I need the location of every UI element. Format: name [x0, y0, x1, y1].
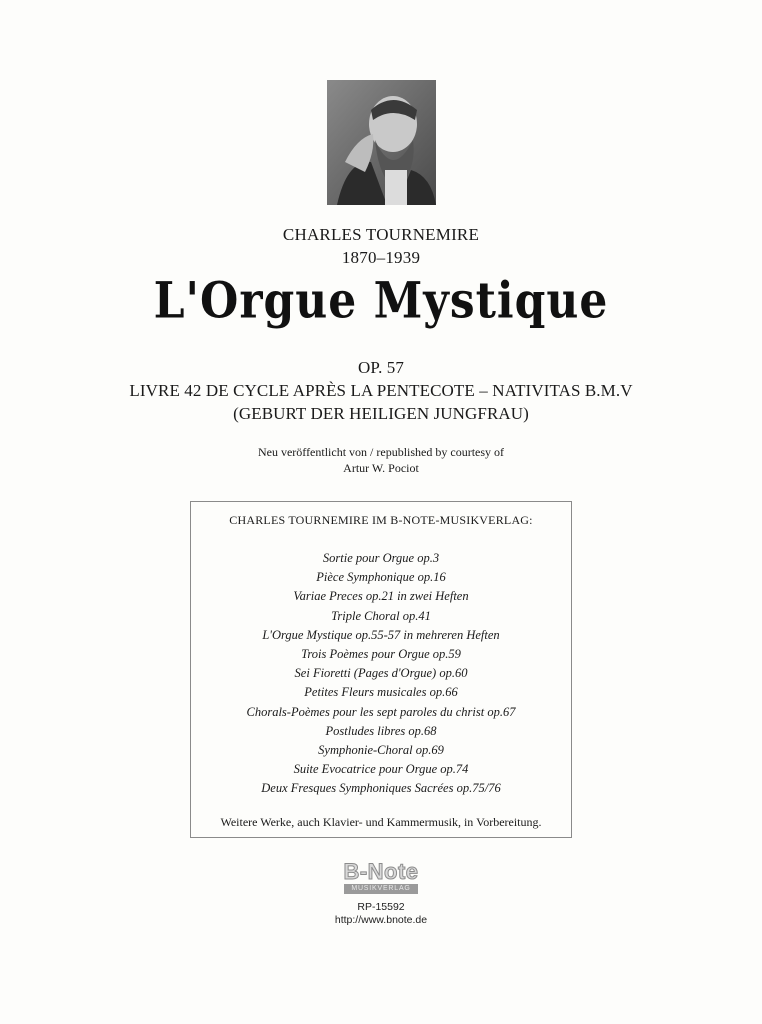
list-item: Sortie pour Orgue op.3: [322, 551, 440, 565]
publication-code: RP-15592: [357, 901, 405, 913]
logo-subtext: MUSIKVERLAG: [344, 884, 418, 894]
portrait-photo-icon: [327, 80, 436, 205]
composer-portrait: [327, 80, 436, 205]
subtitle-line: (GEBURT DER HEILIGEN JUNGFRAU): [233, 404, 529, 423]
publisher-url: http://www.bnote.de: [334, 914, 428, 926]
list-item: Pièce Symphonique op.16: [316, 570, 446, 585]
list-item: Petites Fleurs musicales op.66: [304, 685, 458, 700]
catalog-footer: Weitere Werke, auch Klavier- und Kammermusik, in Vorbereitung.: [220, 815, 542, 829]
catalog-box: [190, 501, 572, 838]
list-item: Suite Evocatrice pour Orgue op.74: [293, 762, 469, 777]
works-list: [191, 549, 571, 798]
list-item: L'Orgue Mystique op.55-57 in mehreren Heften: [262, 627, 500, 642]
page-title: L'Orgue Mystique: [153, 272, 609, 331]
publisher-logo: [342, 860, 420, 896]
list-item: Trois Poèmes pour Orgue op.59: [301, 646, 461, 661]
composer-dates: 1870–1939: [341, 248, 421, 267]
list-item: Sei Fioretti (Pages d'Orgue) op.60: [294, 666, 468, 681]
composer-name: CHARLES TOURNEMIRE: [282, 225, 480, 244]
catalog-heading: CHARLES TOURNEMIRE IM B-NOTE-MUSIKVERLAG:: [229, 513, 533, 527]
list-item: Deux Fresques Symphoniques Sacrées op.75/76: [261, 781, 501, 796]
logo-text: B-Note: [343, 859, 419, 884]
list-item: Variae Preces op.21 in zwei Heften: [293, 589, 469, 604]
list-item: Triple Choral op.41: [331, 608, 431, 623]
list-item: Symphonie-Choral op.69: [318, 742, 444, 757]
list-item: Postludes libres op.68: [325, 723, 437, 738]
courtesy-line: Neu veröffentlicht von / republished by courtesy of: [257, 445, 505, 459]
opus-number: OP. 57: [358, 358, 404, 377]
list-item: Chorals-Poèmes pour les sept paroles du christ op.67: [246, 704, 516, 719]
courtesy-name: Artur W. Pociot: [343, 461, 419, 475]
livre-line: LIVRE 42 DE CYCLE APRÈS LA PENTECOTE – NATIVITAS B.M.V: [129, 381, 633, 400]
